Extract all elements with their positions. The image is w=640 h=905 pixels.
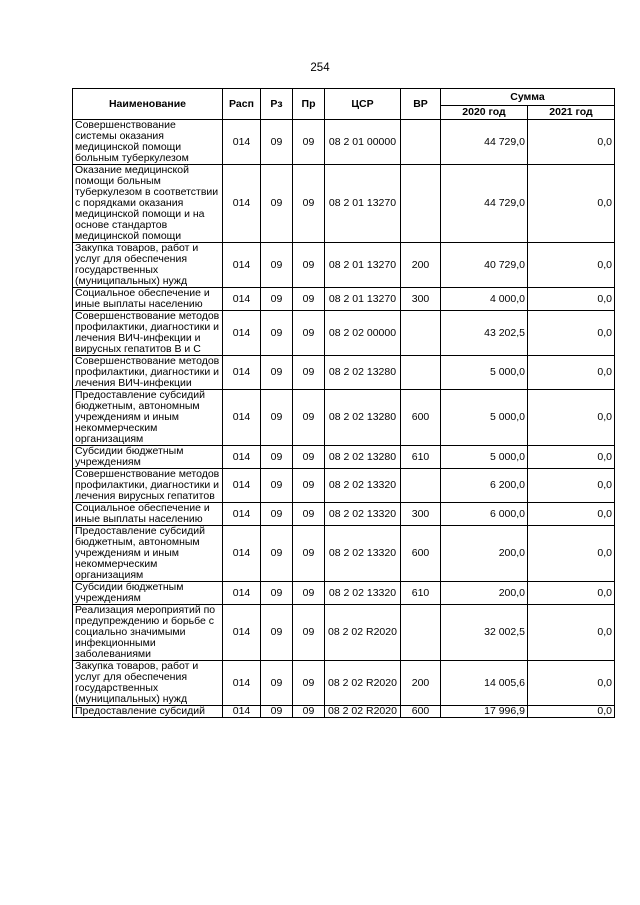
cell-csr: 08 2 01 13270 xyxy=(325,288,401,311)
cell-sum-2020: 44 729,0 xyxy=(441,165,528,243)
cell-sum-2021: 0,0 xyxy=(528,582,615,605)
cell-sum-2021: 0,0 xyxy=(528,165,615,243)
cell-sum-2020: 4 000,0 xyxy=(441,288,528,311)
table-row xyxy=(73,446,615,469)
cell-name: Предоставление субсидий бюджетным, автономным учреждениям и иным некоммерческим организациям xyxy=(73,390,223,446)
cell-name: Предоставление субсидий xyxy=(73,706,223,718)
cell-rasp: 014 xyxy=(223,446,261,469)
page-number: 254 xyxy=(310,62,330,74)
cell-vr: 610 xyxy=(401,582,441,605)
cell-rz: 09 xyxy=(261,165,293,243)
cell-pr: 09 xyxy=(293,605,325,661)
cell-rz: 09 xyxy=(261,243,293,288)
cell-name: Оказание медицинской помощи больным туберкулезом в соответствии с порядками оказания медицинской помощи и на основе стандартов медицинской помощи xyxy=(73,165,223,243)
cell-rz: 09 xyxy=(261,469,293,503)
cell-csr: 08 2 02 13320 xyxy=(325,582,401,605)
table-row xyxy=(73,503,615,526)
cell-sum-2020: 6 200,0 xyxy=(441,469,528,503)
budget-table xyxy=(72,88,615,718)
cell-rz: 09 xyxy=(261,120,293,165)
cell-name: Предоставление субсидий бюджетным, автономным учреждениям и иным некоммерческим организациям xyxy=(73,526,223,582)
header-2021: 2021 год xyxy=(528,106,615,120)
cell-name: Субсидии бюджетным учреждениям xyxy=(73,446,223,469)
cell-csr: 08 2 02 00000 xyxy=(325,311,401,356)
cell-vr: 300 xyxy=(401,288,441,311)
cell-sum-2020: 200,0 xyxy=(441,582,528,605)
header-2020: 2020 год xyxy=(441,106,528,120)
cell-sum-2021: 0,0 xyxy=(528,526,615,582)
cell-vr xyxy=(401,356,441,390)
cell-pr: 09 xyxy=(293,356,325,390)
table-row xyxy=(73,243,615,288)
cell-sum-2020: 17 996,9 xyxy=(441,706,528,718)
cell-name: Социальное обеспечение и иные выплаты населению xyxy=(73,503,223,526)
cell-rz: 09 xyxy=(261,446,293,469)
cell-rasp: 014 xyxy=(223,661,261,706)
cell-sum-2020: 5 000,0 xyxy=(441,390,528,446)
cell-rz: 09 xyxy=(261,706,293,718)
cell-pr: 09 xyxy=(293,503,325,526)
header-rasp: Расп xyxy=(223,89,261,120)
cell-pr: 09 xyxy=(293,120,325,165)
cell-pr: 09 xyxy=(293,311,325,356)
cell-name: Совершенствование методов профилактики, диагностики и лечения ВИЧ-инфекции xyxy=(73,356,223,390)
cell-sum-2021: 0,0 xyxy=(528,661,615,706)
cell-name: Субсидии бюджетным учреждениям xyxy=(73,582,223,605)
cell-sum-2021: 0,0 xyxy=(528,311,615,356)
cell-csr: 08 2 02 R2020 xyxy=(325,605,401,661)
cell-vr: 600 xyxy=(401,526,441,582)
cell-rasp: 014 xyxy=(223,120,261,165)
header-sum: Сумма xyxy=(441,89,615,106)
cell-csr: 08 2 01 00000 xyxy=(325,120,401,165)
cell-sum-2020: 14 005,6 xyxy=(441,661,528,706)
cell-rz: 09 xyxy=(261,356,293,390)
table-row xyxy=(73,120,615,165)
table-row xyxy=(73,582,615,605)
header-csr: ЦСР xyxy=(325,89,401,120)
cell-vr: 600 xyxy=(401,390,441,446)
cell-vr: 200 xyxy=(401,243,441,288)
cell-sum-2021: 0,0 xyxy=(528,605,615,661)
cell-pr: 09 xyxy=(293,582,325,605)
cell-sum-2021: 0,0 xyxy=(528,243,615,288)
cell-csr: 08 2 01 13270 xyxy=(325,165,401,243)
cell-rz: 09 xyxy=(261,605,293,661)
cell-rasp: 014 xyxy=(223,526,261,582)
cell-vr xyxy=(401,311,441,356)
table-row xyxy=(73,469,615,503)
cell-sum-2021: 0,0 xyxy=(528,288,615,311)
table-row xyxy=(73,165,615,243)
cell-name: Социальное обеспечение и иные выплаты населению xyxy=(73,288,223,311)
cell-rasp: 014 xyxy=(223,605,261,661)
table-row xyxy=(73,288,615,311)
cell-rasp: 014 xyxy=(223,390,261,446)
cell-name: Совершенствование методов профилактики, диагностики и лечения ВИЧ-инфекции и вирусных гепатитов В и С xyxy=(73,311,223,356)
cell-vr xyxy=(401,469,441,503)
cell-rasp: 014 xyxy=(223,165,261,243)
cell-rz: 09 xyxy=(261,390,293,446)
header-name: Наименование xyxy=(73,89,223,120)
cell-sum-2020: 5 000,0 xyxy=(441,446,528,469)
cell-sum-2020: 43 202,5 xyxy=(441,311,528,356)
cell-csr: 08 2 02 R2020 xyxy=(325,661,401,706)
cell-csr: 08 2 02 13280 xyxy=(325,356,401,390)
cell-csr: 08 2 02 13320 xyxy=(325,526,401,582)
cell-name: Совершенствование системы оказания медицинской помощи больным туберкулезом xyxy=(73,120,223,165)
cell-csr: 08 2 01 13270 xyxy=(325,243,401,288)
cell-name: Закупка товаров, работ и услуг для обеспечения государственных (муниципальных) нужд xyxy=(73,243,223,288)
cell-rasp: 014 xyxy=(223,311,261,356)
cell-csr: 08 2 02 13320 xyxy=(325,469,401,503)
cell-name: Закупка товаров, работ и услуг для обеспечения государственных (муниципальных) нужд xyxy=(73,661,223,706)
cell-rz: 09 xyxy=(261,503,293,526)
cell-csr: 08 2 02 13320 xyxy=(325,503,401,526)
cell-sum-2021: 0,0 xyxy=(528,469,615,503)
cell-name: Совершенствование методов профилактики, диагностики и лечения вирусных гепатитов xyxy=(73,469,223,503)
cell-rasp: 014 xyxy=(223,288,261,311)
cell-vr: 300 xyxy=(401,503,441,526)
cell-csr: 08 2 02 13280 xyxy=(325,390,401,446)
cell-sum-2021: 0,0 xyxy=(528,356,615,390)
cell-vr xyxy=(401,605,441,661)
cell-pr: 09 xyxy=(293,526,325,582)
cell-rz: 09 xyxy=(261,288,293,311)
cell-sum-2020: 32 002,5 xyxy=(441,605,528,661)
cell-pr: 09 xyxy=(293,469,325,503)
cell-rz: 09 xyxy=(261,582,293,605)
cell-pr: 09 xyxy=(293,661,325,706)
header-rz: Рз xyxy=(261,89,293,120)
cell-name: Реализация мероприятий по предупреждению и борьбе с социально значимыми инфекционными заболеваниями xyxy=(73,605,223,661)
cell-pr: 09 xyxy=(293,446,325,469)
cell-rasp: 014 xyxy=(223,469,261,503)
cell-pr: 09 xyxy=(293,706,325,718)
cell-rasp: 014 xyxy=(223,582,261,605)
cell-vr xyxy=(401,165,441,243)
cell-csr: 08 2 02 R2020 xyxy=(325,706,401,718)
cell-sum-2021: 0,0 xyxy=(528,503,615,526)
table-row xyxy=(73,311,615,356)
cell-vr: 200 xyxy=(401,661,441,706)
cell-sum-2021: 0,0 xyxy=(528,446,615,469)
cell-csr: 08 2 02 13280 xyxy=(325,446,401,469)
cell-sum-2020: 200,0 xyxy=(441,526,528,582)
table-row xyxy=(73,706,615,718)
cell-sum-2020: 40 729,0 xyxy=(441,243,528,288)
cell-pr: 09 xyxy=(293,243,325,288)
cell-sum-2021: 0,0 xyxy=(528,120,615,165)
table-row xyxy=(73,605,615,661)
table-row xyxy=(73,390,615,446)
cell-vr: 610 xyxy=(401,446,441,469)
cell-vr xyxy=(401,120,441,165)
cell-sum-2020: 5 000,0 xyxy=(441,356,528,390)
cell-rasp: 014 xyxy=(223,503,261,526)
cell-rz: 09 xyxy=(261,526,293,582)
header-pr: Пр xyxy=(293,89,325,120)
cell-rasp: 014 xyxy=(223,706,261,718)
cell-sum-2021: 0,0 xyxy=(528,390,615,446)
table-row xyxy=(73,661,615,706)
cell-rz: 09 xyxy=(261,311,293,356)
table-row xyxy=(73,526,615,582)
cell-pr: 09 xyxy=(293,165,325,243)
cell-pr: 09 xyxy=(293,390,325,446)
cell-sum-2021: 0,0 xyxy=(528,706,615,718)
cell-rasp: 014 xyxy=(223,243,261,288)
header-vr: ВР xyxy=(401,89,441,120)
table-row xyxy=(73,356,615,390)
cell-sum-2020: 6 000,0 xyxy=(441,503,528,526)
cell-rz: 09 xyxy=(261,661,293,706)
cell-pr: 09 xyxy=(293,288,325,311)
cell-rasp: 014 xyxy=(223,356,261,390)
cell-sum-2020: 44 729,0 xyxy=(441,120,528,165)
cell-vr: 600 xyxy=(401,706,441,718)
